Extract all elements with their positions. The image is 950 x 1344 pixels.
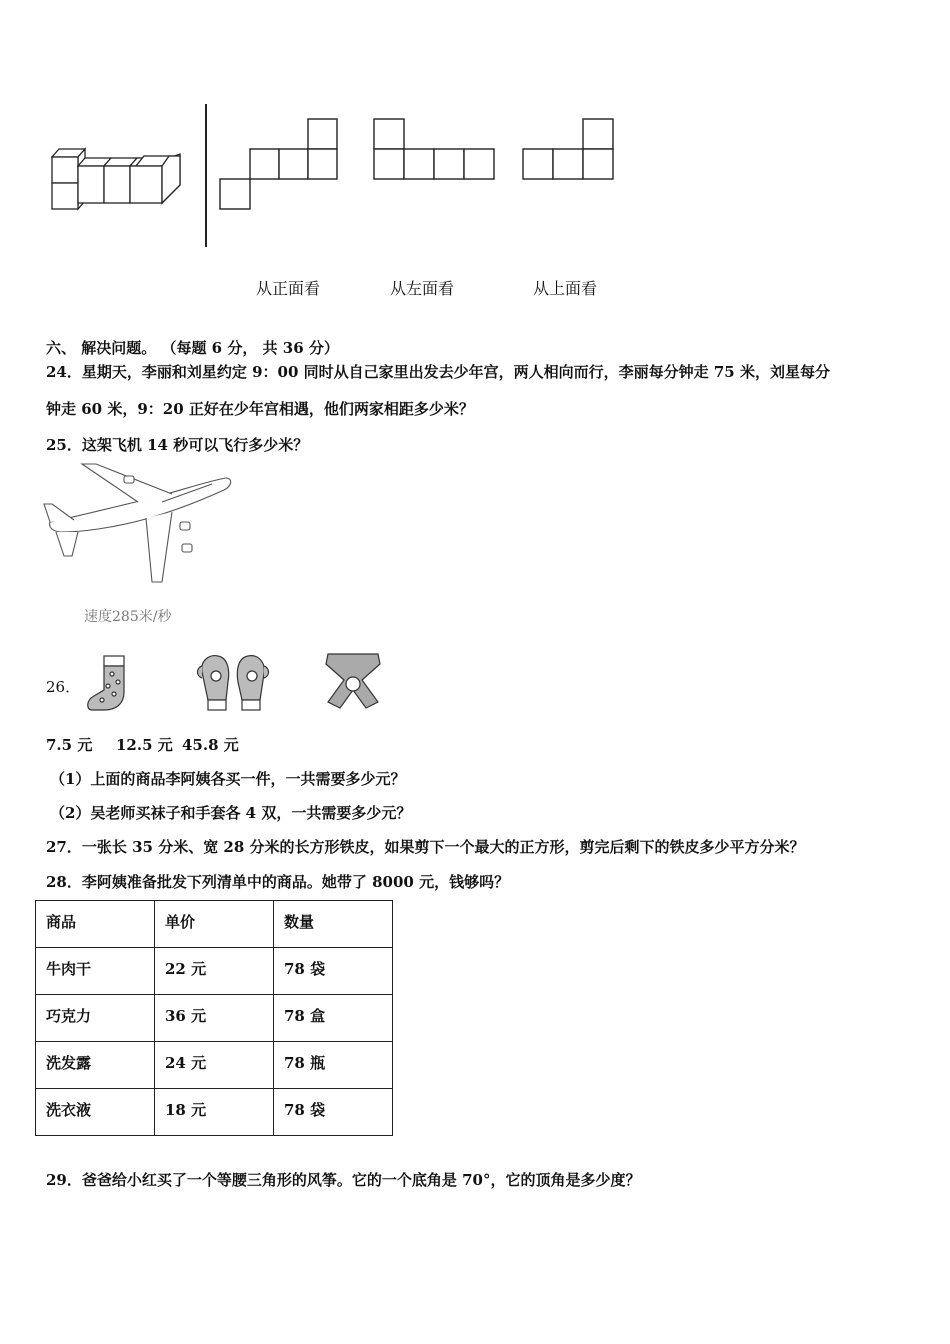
goods-table bbox=[35, 900, 393, 1136]
scarf-illustration bbox=[322, 650, 384, 712]
q29-text: 29．爸爸给小红买了一个等腰三角形的风筝。它的一个底角是 70°，它的顶角是多少度？ bbox=[46, 1171, 641, 1189]
airplane-illustration bbox=[42, 462, 237, 588]
table-row bbox=[36, 995, 393, 1042]
table-cell: 36 元 bbox=[155, 995, 274, 1042]
q24-line1: 24．星期天，李丽和刘星约定 9：00 同时从自己家里出发去少年宫，两人相向而行，李丽每分钟走 75 米，刘星每分 bbox=[46, 363, 830, 381]
table-cell: 巧克力 bbox=[36, 995, 155, 1042]
table-cell: 洗发露 bbox=[36, 1042, 155, 1089]
left-view-figure bbox=[372, 117, 498, 181]
table-cell: 78 袋 bbox=[274, 948, 393, 995]
q27-text: 27．一张长 35 分米、宽 28 分米的长方形铁皮，如果剪下一个最大的正方形，剪完后剩下的铁皮多少平方分米？ bbox=[46, 838, 805, 856]
table-cell: 洗衣液 bbox=[36, 1089, 155, 1136]
front-view-label: 从正面看 bbox=[256, 279, 321, 298]
cube-solid-figure bbox=[48, 143, 184, 215]
table-cell: 78 瓶 bbox=[274, 1042, 393, 1089]
sock-illustration bbox=[84, 654, 134, 714]
table-cell: 78 袋 bbox=[274, 1089, 393, 1136]
front-view-figure bbox=[217, 117, 341, 211]
table-cell: 牛肉干 bbox=[36, 948, 155, 995]
table-header-row bbox=[36, 901, 393, 948]
table-row bbox=[36, 1089, 393, 1136]
table-row bbox=[36, 948, 393, 995]
section-six-title: 六、 解决问题。 （每题 6 分， 共 36 分） bbox=[46, 339, 339, 357]
table-cell: 24 元 bbox=[155, 1042, 274, 1089]
price-scarf: 45.8 元 bbox=[182, 736, 239, 754]
table-header-cell: 单价 bbox=[155, 901, 274, 948]
top-view-figure bbox=[521, 117, 617, 181]
table-row bbox=[36, 1042, 393, 1089]
airplane-speed-label: 速度285米/秒 bbox=[84, 609, 172, 625]
price-sock: 7.5 元 bbox=[46, 736, 93, 754]
q24-line2: 钟走 60 米，9：20 正好在少年宫相遇，他们两家相距多少米？ bbox=[46, 400, 474, 418]
table-cell: 78 盒 bbox=[274, 995, 393, 1042]
price-mittens: 12.5 元 bbox=[116, 736, 173, 754]
table-cell: 18 元 bbox=[155, 1089, 274, 1136]
table-cell: 22 元 bbox=[155, 948, 274, 995]
figure-separator bbox=[205, 104, 207, 247]
top-view-label: 从上面看 bbox=[533, 279, 598, 298]
mittens-illustration bbox=[196, 652, 272, 714]
q28-text: 28．李阿姨准备批发下列清单中的商品。她带了 8000 元，钱够吗？ bbox=[46, 873, 510, 891]
q26-sub1: （1）上面的商品李阿姨各买一件，一共需要多少元？ bbox=[50, 770, 406, 788]
table-header-cell: 商品 bbox=[36, 901, 155, 948]
left-view-label: 从左面看 bbox=[390, 279, 455, 298]
q26-number: 26． bbox=[46, 678, 81, 696]
table-header-cell: 数量 bbox=[274, 901, 393, 948]
q26-sub2: （2）吴老师买袜子和手套各 4 双，一共需要多少元？ bbox=[50, 804, 412, 822]
q25-text: 25．这架飞机 14 秒可以飞行多少米？ bbox=[46, 436, 309, 454]
